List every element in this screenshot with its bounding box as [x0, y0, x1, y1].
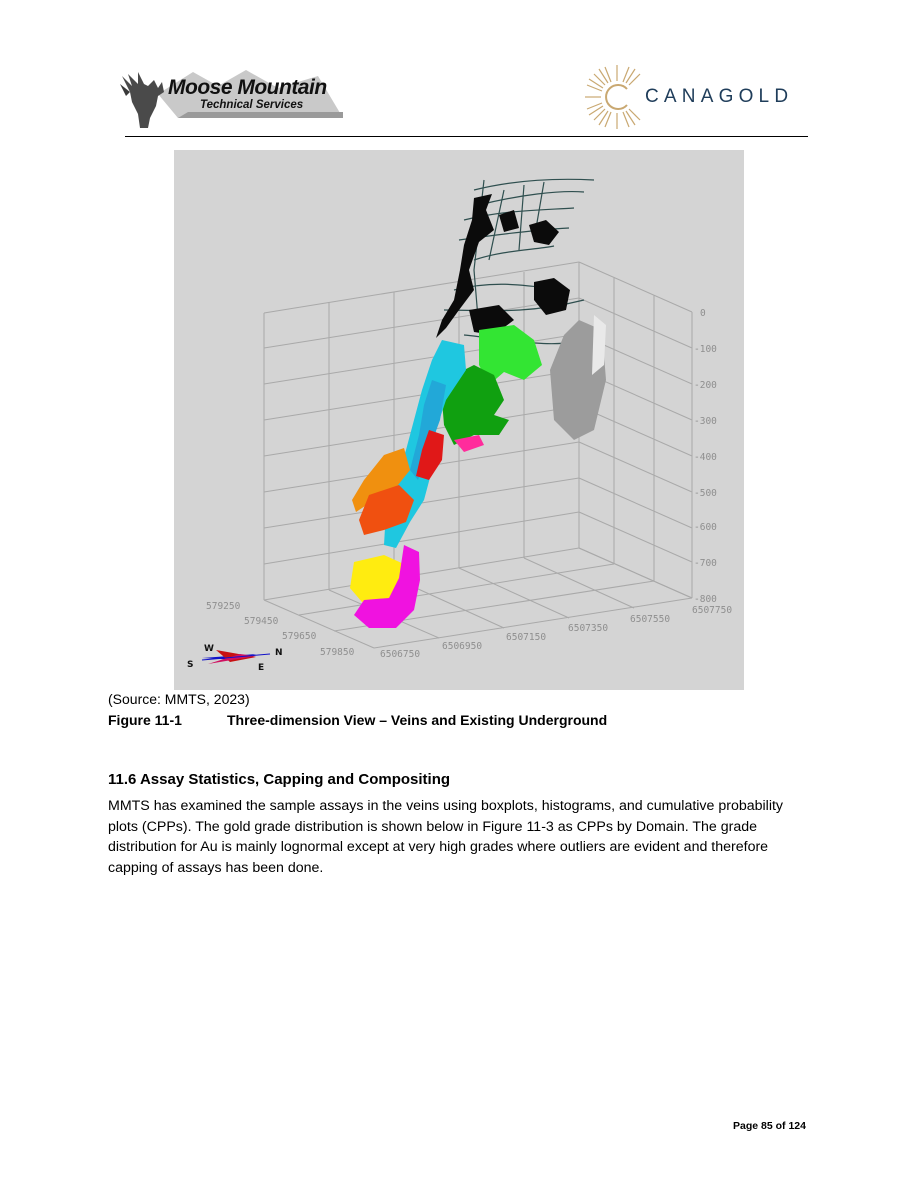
easting-tick: 6506750 — [380, 649, 421, 660]
section-heading: 11.6 Assay Statistics, Capping and Compositing — [108, 771, 451, 788]
northing-tick: 579250 — [206, 601, 241, 612]
easting-tick: 6507550 — [630, 614, 671, 625]
section-paragraph: MMTS has examined the sample assays in the veins using boxplots, histograms, and cumulative probability plots (CPPs). The gold grade distribution is shown below in Figure 11-3 as CPPs by Domain. The grade distribution for Au is mainly lognormal except at very high grades where outliers are evident and therefore capping of assays has been done. — [108, 798, 784, 876]
depth-tick: -800 — [694, 594, 717, 605]
compass-n: N — [275, 648, 283, 658]
depth-tick: -700 — [694, 558, 717, 569]
northing-tick: 579450 — [244, 616, 279, 627]
figure-number: Figure 11-1 — [108, 712, 182, 728]
vein-solids — [350, 315, 606, 628]
northing-tick: 579850 — [320, 647, 355, 658]
figure-source: (Source: MMTS, 2023) — [108, 691, 250, 707]
canagold-sunburst-icon — [583, 63, 651, 131]
figure-3d-render — [174, 150, 744, 690]
easting-tick: 6507750 — [692, 605, 733, 616]
depth-tick: -300 — [694, 416, 717, 427]
moose-mountain-subtitle: Technical Services — [200, 99, 304, 111]
compass-s: S — [187, 660, 194, 670]
northing-tick: 579650 — [282, 631, 317, 642]
compass-e: E — [258, 663, 265, 673]
compass-icon — [187, 644, 283, 673]
existing-underground — [436, 179, 594, 343]
depth-tick: 0 — [700, 308, 706, 319]
depth-tick: -100 — [694, 344, 717, 355]
depth-tick: -600 — [694, 522, 717, 533]
easting-tick: 6507350 — [568, 623, 609, 634]
canagold-name: CANAGOLD — [645, 86, 794, 107]
easting-axis — [380, 605, 732, 660]
depth-tick: -400 — [694, 452, 717, 463]
depth-axis — [694, 308, 717, 605]
easting-tick: 6507150 — [506, 632, 547, 643]
compass-w: W — [204, 644, 214, 654]
moose-mountain-name: Moose Mountain — [168, 76, 327, 99]
header-divider — [125, 136, 808, 137]
figure-title: Three-dimension View – Veins and Existing Underground — [227, 712, 608, 728]
depth-tick: -500 — [694, 488, 717, 499]
easting-tick: 6506950 — [442, 641, 483, 652]
depth-tick: -200 — [694, 380, 717, 391]
page-number: Page 85 of 124 — [733, 1120, 806, 1132]
